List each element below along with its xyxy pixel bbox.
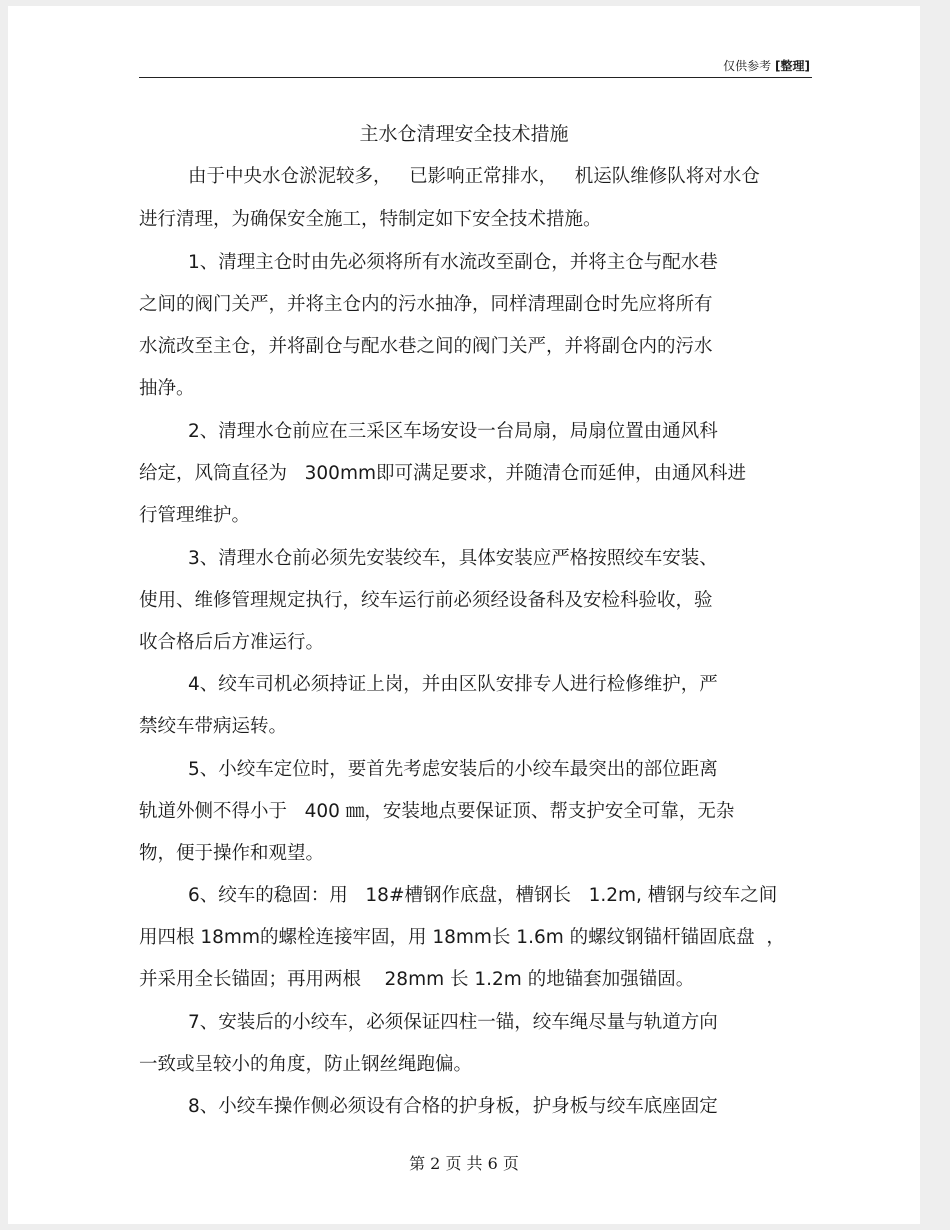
body-line: 4、绞车司机必须持证上岗，并由区队安排专人进行检修维护，严 — [188, 674, 718, 695]
body-line: 用四根 18mm的螺栓连接牢固，用 18mm长 1.6m 的螺纹钢锚杆锚固底盘 ， — [139, 927, 785, 948]
body-line: 7、安装后的小绞车，必须保证四柱一锚，绞车绳尽量与轨道方向 — [188, 1012, 718, 1033]
body-line: 物，便于操作和观望。 — [139, 843, 325, 864]
body-line: 给定，风筒直径为 300mm即可满足要求，并随清仓而延伸，由通风科进 — [139, 463, 746, 484]
body-line: 之间的阀门关严，并将主仓内的污水抽净，同样清理副仓时先应将所有 — [139, 294, 713, 315]
body-line: 由于中央水仓淤泥较多， 已影响正常排水， 机运队维修队将对水仓 — [188, 166, 760, 187]
body-line: 3、清理水仓前必须先安装绞车，具体安装应严格按照绞车安装、 — [188, 548, 718, 569]
body-line: 1、清理主仓时由先必须将所有水流改至副仓，并将主仓与配水巷 — [188, 252, 718, 273]
header-ref-tag: [整理] — [775, 59, 810, 73]
body-line: 6、绞车的稳固：用 18#槽钢作底盘，槽钢长 1.2m, 槽钢与绞车之间 — [188, 885, 778, 906]
body-line: 进行清理，为确保安全施工，特制定如下安全技术措施。 — [139, 209, 602, 230]
document-title: 主水仓清理安全技术措施 — [359, 123, 569, 145]
body-line: 8、小绞车操作侧必须设有合格的护身板，护身板与绞车底座固定 — [188, 1096, 718, 1117]
body-line: 禁绞车带病运转。 — [139, 716, 288, 737]
header-ref-text: 仅供参考 — [723, 59, 772, 73]
body-line: 收合格后后方准运行。 — [139, 632, 325, 653]
body-line: 并采用全长锚固；再用两根 28mm 长 1.2m 的地锚套加强锚固。 — [139, 969, 695, 990]
document-page — [8, 6, 920, 1224]
body-line: 5、小绞车定位时，要首先考虑安装后的小绞车最突出的部位距离 — [188, 759, 718, 780]
body-line: 一致或呈较小的角度，防止钢丝绳跑偏。 — [139, 1054, 473, 1075]
body-line: 使用、维修管理规定执行，绞车运行前必须经设备科及安检科验收，验 — [139, 590, 713, 611]
page-number: 第 2 页 共 6 页 — [409, 1154, 519, 1173]
header-divider — [139, 77, 812, 78]
body-line: 水流改至主仓，并将副仓与配水巷之间的阀门关严，并将副仓内的污水 — [139, 336, 713, 357]
header-reference — [723, 59, 810, 73]
body-line: 行管理维护。 — [139, 505, 251, 526]
body-line: 抽净。 — [139, 378, 195, 399]
body-line: 轨道外侧不得小于 400 ㎜，安装地点要保证顶、帮支护安全可靠，无杂 — [139, 801, 735, 822]
body-line: 2、清理水仓前应在三采区车场安设一台局扇，局扇位置由通风科 — [188, 421, 718, 442]
